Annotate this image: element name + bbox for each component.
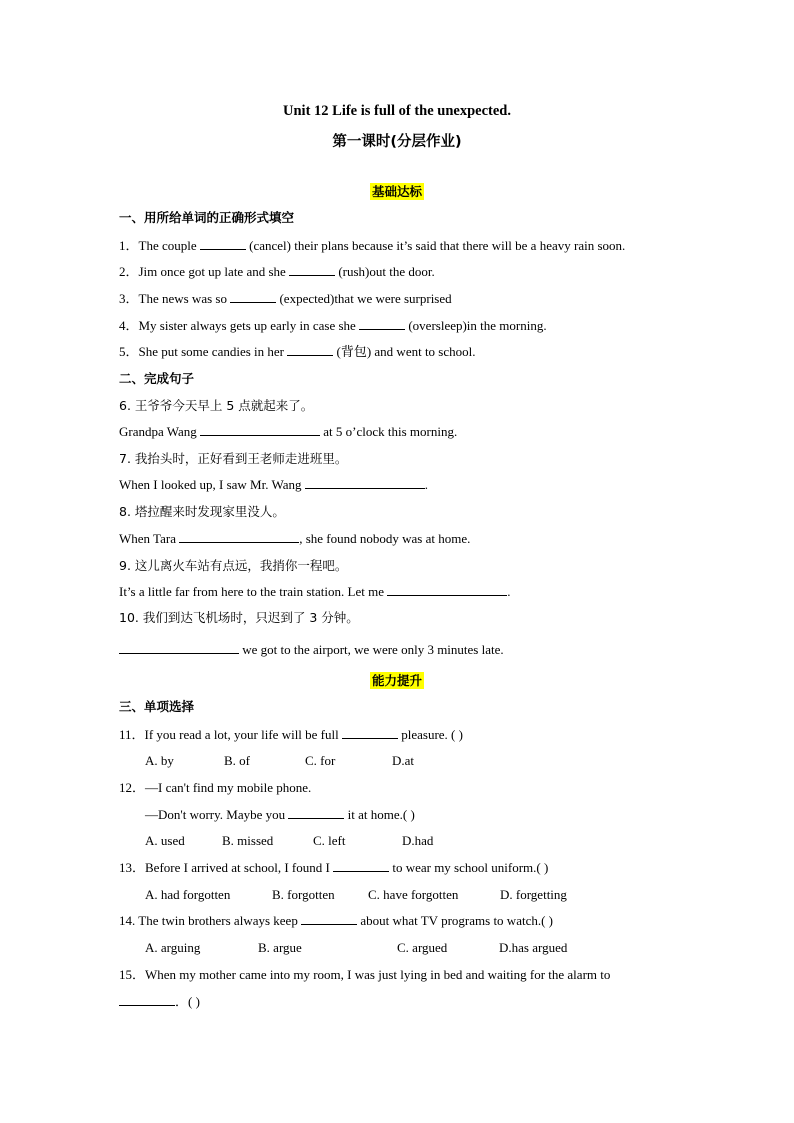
banner-advanced: 能力提升 — [371, 673, 422, 688]
option-d[interactable]: D.has argued — [499, 940, 568, 955]
question-6-chinese: 6. 王爷爷今天早上 5 点就起来了。 — [119, 398, 314, 413]
question-12: —Don't worry. Maybe you it at home.( ) — [145, 807, 415, 822]
option-c[interactable]: C. left — [313, 833, 346, 848]
question-6: Grandpa Wang at 5 o’clock this morning. — [119, 424, 458, 439]
question-15: ．( ) — [119, 993, 200, 1011]
option-d[interactable]: D. forgetting — [500, 887, 567, 902]
answer-blank[interactable] — [230, 290, 276, 303]
question-10: we got to the airport, we were only 3 minutes late. — [119, 641, 504, 659]
banner-basic: 基础达标 — [371, 184, 422, 199]
option-c[interactable]: C. have forgotten — [368, 887, 459, 902]
question-5: 5．She put some candies in her (背包) and went to school. — [119, 344, 476, 359]
page-title: Unit 12 Life is full of the unexpected. — [283, 103, 511, 119]
answer-blank[interactable] — [119, 993, 175, 1006]
question-2: 2．Jim once got up late and she (rush)out the door. — [119, 264, 435, 279]
option-a[interactable]: A. used — [145, 833, 185, 848]
section1-heading: 一、用所给单词的正确形式填空 — [119, 210, 295, 225]
answer-blank[interactable] — [301, 912, 357, 925]
answer-blank[interactable] — [387, 583, 507, 596]
option-a[interactable]: A. by — [145, 753, 174, 768]
option-d[interactable]: D.at — [392, 753, 415, 768]
option-b[interactable]: B. forgotten — [272, 887, 335, 902]
answer-blank[interactable] — [287, 343, 333, 356]
answer-blank[interactable] — [119, 641, 239, 654]
question-8: When Tara , she found nobody was at home. — [119, 531, 471, 546]
option-a[interactable]: A. arguing — [145, 940, 201, 955]
question-10-chinese: 10. 我们到达飞机场时，只迟到了 3 分钟。 — [119, 610, 359, 625]
option-a[interactable]: A. had forgotten — [145, 887, 231, 902]
page-subtitle: 第一课时(分层作业) — [332, 134, 462, 150]
option-c[interactable]: C. argued — [397, 940, 448, 955]
option-b[interactable]: B. missed — [222, 833, 274, 848]
answer-blank[interactable] — [288, 806, 344, 819]
question-8-chinese: 8. 塔拉醒来时发现家里没人。 — [119, 504, 285, 519]
question-3: 3．The news was so (expected)that we were surprised — [119, 291, 452, 306]
question-9: It’s a little far from here to the train station. Let me . — [119, 584, 511, 599]
question-12-prompt: 12．—I can't find my mobile phone. — [119, 780, 312, 795]
option-b[interactable]: B. argue — [258, 940, 302, 955]
section2-heading: 二、完成句子 — [119, 371, 195, 386]
option-d[interactable]: D.had — [402, 833, 434, 848]
question-11: 11．If you read a lot, your life will be full pleasure. ( ) — [119, 727, 463, 742]
question-15-prompt: 15．When my mother came into my room, I was just lying in bed and waiting for the alarm to — [119, 967, 611, 982]
option-c[interactable]: C. for — [305, 753, 336, 768]
question-13: 13．Before I arrived at school, I found I to wear my school uniform.( ) — [119, 860, 549, 875]
answer-blank[interactable] — [200, 237, 246, 250]
answer-blank[interactable] — [289, 263, 335, 276]
option-b[interactable]: B. of — [224, 753, 250, 768]
question-7: When I looked up, I saw Mr. Wang . — [119, 477, 428, 492]
question-7-chinese: 7. 我抬头时，正好看到王老师走进班里。 — [119, 451, 348, 466]
question-14: 14. The twin brothers always keep about what TV programs to watch.( ) — [119, 913, 553, 928]
answer-blank[interactable] — [200, 423, 320, 436]
answer-blank[interactable] — [342, 726, 398, 739]
answer-blank[interactable] — [179, 530, 299, 543]
answer-blank[interactable] — [333, 859, 389, 872]
section3-heading: 三、单项选择 — [119, 699, 195, 714]
answer-blank[interactable] — [359, 317, 405, 330]
question-1: 1．The couple (cancel) their plans because it’s said that there will be a heavy rain soon. — [119, 238, 626, 253]
answer-blank[interactable] — [305, 476, 425, 489]
question-9-chinese: 9. 这儿离火车站有点远，我捎你一程吧。 — [119, 558, 348, 573]
question-4: 4．My sister always gets up early in case she (oversleep)in the morning. — [119, 318, 547, 333]
